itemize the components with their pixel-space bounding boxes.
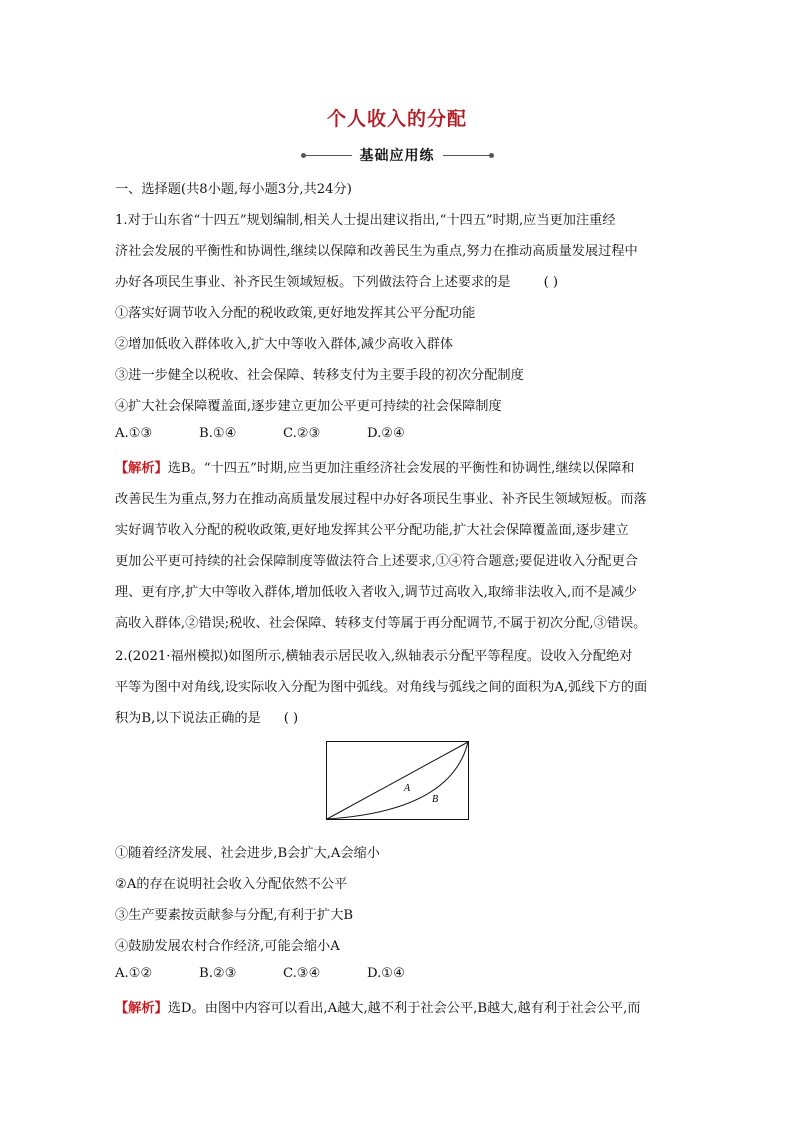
analysis-tag: 【解析】 (115, 1001, 168, 1016)
q2-item: ①随着经济发展、社会进步,B会扩大,A会缩小 (115, 846, 380, 861)
q2-answer-blank: ( ) (283, 711, 299, 726)
q1-stem-text: 办好各项民生事业、补齐民生领域短板。下列做法符合上述要求的是 (115, 275, 511, 290)
q1-stem-line: 济社会发展的平衡性和协调性,继续以保障和改善民生为重点,努力在推动高质量发展过程中 (115, 244, 638, 259)
q2-item: ④鼓励发展农村合作经济,可能会缩小A (115, 939, 340, 954)
q1-item: ①落实好调节收入分配的税收政策,更好地发挥其公平分配功能 (115, 306, 476, 321)
q2-analysis-line (115, 997, 641, 1016)
q2-analysis-text: 选D。由图中内容可以看出,A越大,越不利于社会公平,B越大,越有利于社会公平,而 (167, 1001, 641, 1016)
area-a-label: A (404, 783, 411, 794)
area-b-label: B (432, 794, 439, 805)
q1-stem-line-last (115, 271, 571, 290)
q1-options (115, 426, 451, 441)
q1-answer-blank: ( ) (543, 275, 559, 290)
q2-stem-line-last (115, 707, 311, 726)
q1-analysis-line: 更加公平更可持续的社会保障制度等做法符合上述要求,①④符合题意;要促进收入分配更合 (115, 554, 638, 569)
q1-item: ④扩大社会保障覆盖面,逐步建立更加公平更可持续的社会保障制度 (115, 399, 502, 414)
q1-analysis-line (115, 457, 635, 476)
q1-analysis-text: 选B。“十四五”时期,应当更加注重经济社会发展的平衡性和协调性,继续以保障和 (167, 461, 635, 476)
q1-analysis-line: 实好调节收入分配的税收政策,更好地发挥其公平分配功能,扩大社会保障覆盖面,逐步建立 (115, 523, 629, 538)
section-header (0, 145, 794, 165)
income-distribution-figure (326, 741, 469, 820)
q1-analysis-line: 理、更有序,扩大中等收入群体,增加低收入者收入,调节过高收入,取缔非法收入,而不是减少 (115, 585, 638, 600)
q1-option-c: C.②③ (283, 426, 321, 441)
q2-item: ③生产要素按贡献参与分配,有利于扩大B (115, 908, 354, 923)
q2-option-a: A.①② (115, 966, 153, 981)
q2-stem-line: 平等为图中对角线,设实际收入分配为图中弧线。对角线与弧线之间的面积为A,弧线下方的面 (115, 680, 648, 695)
q2-stem-text: 积为B,以下说法正确的是 (115, 711, 261, 726)
q1-analysis-line: 改善民生为重点,努力在推动高质量发展过程中办好各项民生事业、补齐民生领域短板。而落 (115, 492, 647, 507)
q1-option-d: D.②④ (367, 426, 405, 441)
q1-option-b: B.①④ (199, 426, 237, 441)
page-title: 个人收入的分配 (326, 108, 467, 130)
section-label: 基础应用练 (359, 148, 435, 164)
q2-option-d: D.①④ (367, 966, 405, 981)
decorative-rule-left (304, 155, 352, 156)
decorative-rule-right (443, 155, 491, 156)
q2-stem-line: 2.(2021·福州模拟)如图所示,横轴表示居民收入,纵轴表示分配平等程度。设收入分配绝对 (115, 649, 633, 664)
q1-stem-line: 1.对于山东省“十四五”规划编制,相关人士提出建议指出,“十四五”时期,应当更加注重经 (115, 213, 616, 228)
q1-analysis-line: 高收入群体,②错误;税收、社会保障、转移支付等属于再分配调节,不属于初次分配,③错误。 (115, 616, 647, 631)
analysis-tag: 【解析】 (115, 461, 168, 476)
section-heading: 一、选择题(共8小题,每小题3分,共24分) (115, 182, 352, 197)
q2-item: ②A的存在说明社会收入分配依然不公平 (115, 877, 348, 892)
q1-item: ③进一步健全以税收、社会保障、转移支付为主要手段的初次分配制度 (115, 368, 524, 383)
q2-option-c: C.③④ (283, 966, 321, 981)
q1-item: ②增加低收入群体收入,扩大中等收入群体,减少高收入群体 (115, 337, 454, 352)
q2-options (115, 966, 451, 981)
q1-option-a: A.①③ (115, 426, 153, 441)
q2-option-b: B.②③ (199, 966, 237, 981)
